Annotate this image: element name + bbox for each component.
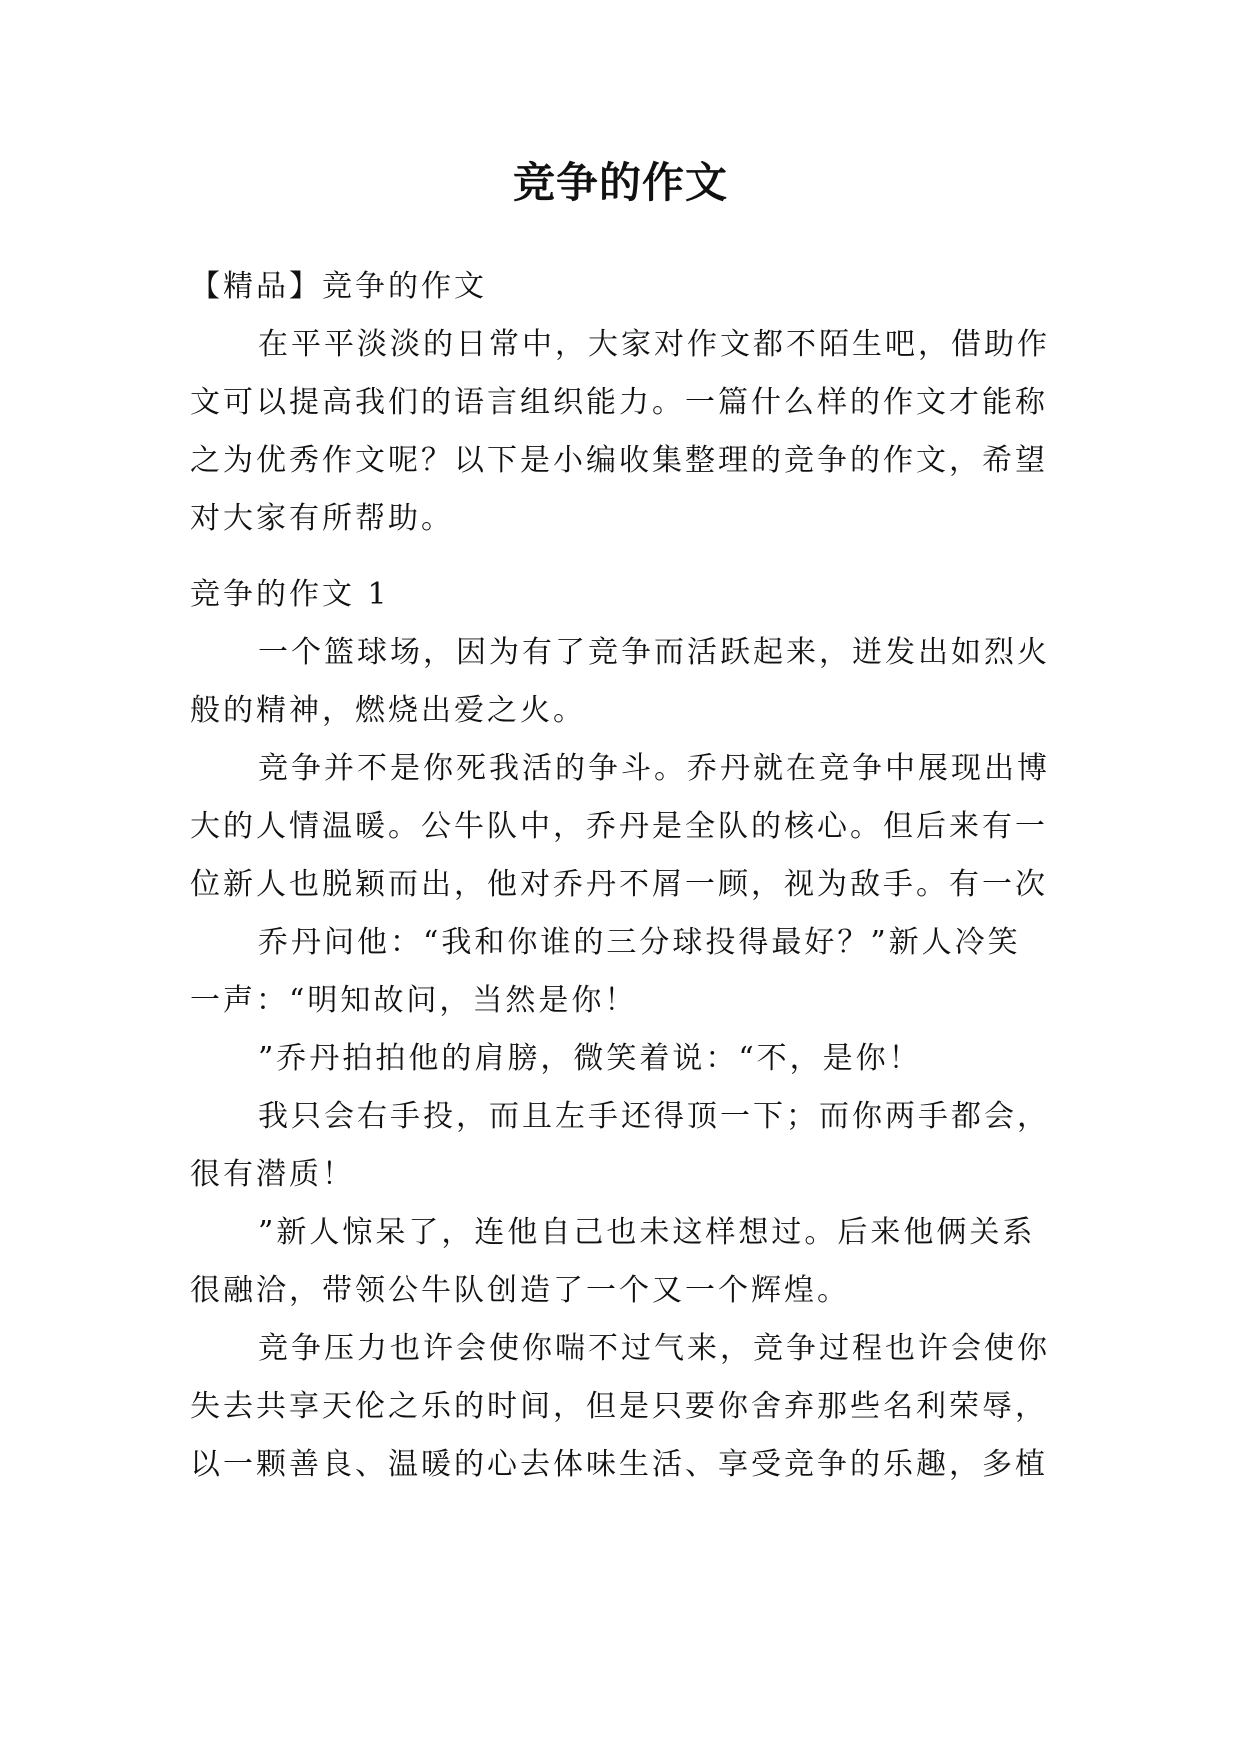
paragraph-line: 位新人也脱颖而出，他对乔丹不屑一顾，视为敌手。有一次 — [190, 867, 1048, 902]
intro-line: 文可以提高我们的语言组织能力。一篇什么样的作文才能称 — [190, 385, 1048, 420]
intro-block — [190, 258, 1050, 548]
paragraph-line: 大的人情温暖。公牛队中，乔丹是全队的核心。但后来有一 — [190, 809, 1048, 844]
document-title: 竞争的作文 — [512, 158, 728, 207]
paragraph-line: 般的精神，燃烧出爱之火。 — [190, 693, 586, 728]
paragraph-line: 失去共享天伦之乐的时间，但是只要你舍弃那些名利荣辱， — [190, 1389, 1048, 1424]
paragraph-line: 一声：“明知故问，当然是你！ — [190, 983, 638, 1018]
paragraph-line: 我只会右手投，而且左手还得顶一下；而你两手都会， — [258, 1099, 1050, 1134]
intro-line: 对大家有所帮助。 — [190, 501, 454, 536]
section-heading: 竞争的作文 1 — [190, 577, 390, 612]
paragraph-line: 竞争并不是你死我活的争斗。乔丹就在竞争中展现出博 — [258, 751, 1050, 786]
paragraph-line: 很融洽，带领公牛队创造了一个又一个辉煌。 — [190, 1273, 850, 1308]
paragraph-line: 一个篮球场，因为有了竞争而活跃起来，迸发出如烈火 — [258, 635, 1050, 670]
paragraph-line: ”乔丹拍拍他的肩膀，微笑着说：“不，是你！ — [258, 1041, 922, 1076]
section-1 — [190, 566, 1050, 1494]
intro-line: 在平平淡淡的日常中，大家对作文都不陌生吧，借助作 — [258, 327, 1050, 362]
paragraph-line: ”新人惊呆了，连他自己也未这样想过。后来他俩关系 — [258, 1215, 1036, 1250]
paragraph-line: 乔丹问他：“我和你谁的三分球投得最好？”新人冷笑 — [258, 925, 1021, 960]
paragraph-line: 很有潜质！ — [190, 1157, 355, 1192]
header-line: 【精品】竞争的作文 — [190, 269, 487, 304]
intro-line: 之为优秀作文呢？以下是小编收集整理的竞争的作文，希望 — [190, 443, 1048, 478]
paragraph-line: 竞争压力也许会使你喘不过气来，竞争过程也许会使你 — [258, 1331, 1050, 1366]
paragraph-line: 以一颗善良、温暖的心去体味生活、享受竞争的乐趣，多植 — [190, 1447, 1048, 1482]
